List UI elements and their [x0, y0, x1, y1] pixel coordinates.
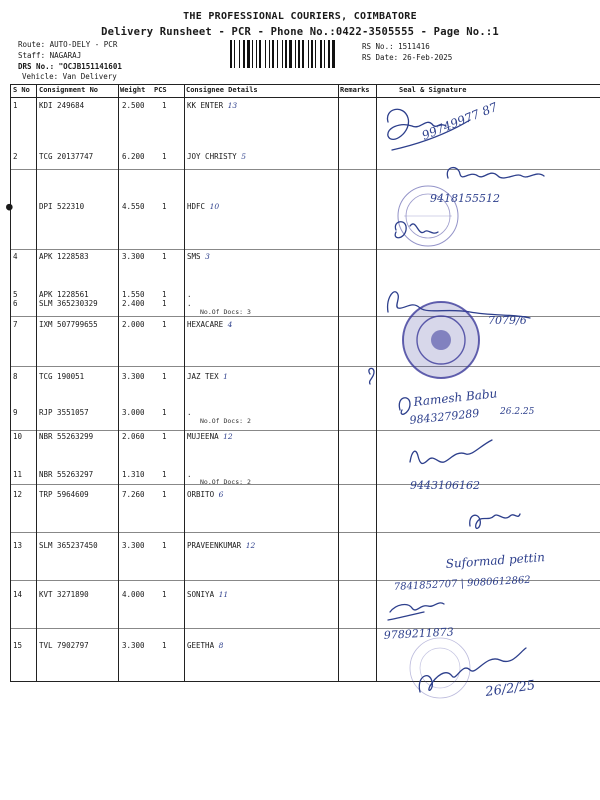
consignee-name: ORBITO [187, 490, 215, 499]
consignee-name: GEETHA [187, 641, 215, 650]
row-pcs: 1 [162, 299, 167, 308]
row-sno: 1 [13, 101, 18, 110]
row-weight: 3.300 [122, 641, 145, 650]
row-pcs: 1 [162, 252, 167, 261]
handwritten-mark: 3 [205, 252, 210, 261]
stamp-center [431, 330, 451, 350]
row-sno: 5 [13, 290, 18, 299]
consignee-name: SONIYA [187, 590, 215, 599]
staff-label: Staff: [18, 51, 46, 60]
stamp-inner-ring [420, 648, 460, 688]
handwritten-mark: 8 [218, 641, 224, 650]
row-weight: 3.300 [122, 541, 145, 550]
handwritten-phone: 9789211873 [383, 625, 455, 642]
row-consignee: . [187, 290, 192, 299]
row-weight: 7.260 [122, 490, 145, 499]
row-consignment: KDI 249684 [39, 101, 85, 110]
consignee-name: MUJEENA [187, 432, 219, 441]
handwritten-name: Ramesh Babu [412, 386, 498, 409]
row-sno: 10 [13, 432, 23, 441]
company-stamp-hexacare [403, 302, 479, 378]
signature-row14-flourish [388, 612, 424, 620]
row-weight: 3.000 [122, 408, 145, 417]
handwritten-mark: 13 [227, 101, 238, 110]
row-pcs: 1 [162, 290, 167, 299]
row-consignment: IXM 507799655 [39, 320, 98, 329]
handwritten-mark: 6 [218, 490, 224, 499]
signature-row9 [399, 398, 410, 415]
row-consignment: NBR 55263299 [39, 432, 94, 441]
docs-count: No.Of Docs: 2 [200, 478, 251, 486]
row-pcs: 1 [162, 590, 167, 599]
row-consignee: . [187, 408, 192, 417]
docs-count: No.Of Docs: 3 [200, 308, 251, 316]
rs-date-value: 26-Feb-2025 [402, 53, 453, 62]
handwritten-phone: 99749977 87 [419, 99, 500, 143]
docs-count: No.Of Docs: 2 [200, 417, 251, 425]
row-pcs: 1 [162, 202, 167, 211]
row-sno: 4 [13, 252, 18, 261]
rs-no-value: 1511416 [398, 42, 430, 51]
row-weight: 3.300 [122, 252, 145, 261]
row-consignment: TCG 190051 [39, 372, 85, 381]
handwritten-mark: 10 [209, 202, 220, 211]
signature-row2 [447, 168, 544, 178]
handwritten-name: Suformad pettin [445, 550, 546, 571]
row-pcs: 1 [162, 641, 167, 650]
staff-value: NAGARAJ [49, 51, 82, 60]
col-header-seal: Seal & Signature [399, 86, 467, 94]
row-sno: 8 [13, 372, 18, 381]
row-consignment: SLM 365237450 [39, 541, 98, 550]
drs-label: DRS No.: [18, 62, 55, 71]
signature-row8 [369, 368, 374, 384]
row-pcs: 1 [162, 320, 167, 329]
row-consignee: . [187, 299, 192, 308]
row-weight: 2.000 [122, 320, 145, 329]
handwritten-phone: 9443106162 [410, 479, 480, 492]
row-weight: 6.200 [122, 152, 145, 161]
row-sno: 11 [13, 470, 23, 479]
handwritten-mark: 1 [223, 372, 228, 381]
row-sno: 7 [13, 320, 18, 329]
handwritten-date: 26.2.25 [500, 407, 535, 417]
row-sno: 14 [13, 590, 23, 599]
row-weight: 3.300 [122, 372, 145, 381]
row-consignment: TCG 20137747 [39, 152, 94, 161]
row-consignment: NBR 55263297 [39, 470, 94, 479]
row-weight: 1.310 [122, 470, 145, 479]
handwritten-date: 26/2/25 [484, 678, 537, 700]
row-consignee: . [187, 470, 192, 479]
row-sno: 13 [13, 541, 23, 550]
row-bullet: ● [6, 200, 13, 213]
col-header-consignee: Consignee Details [186, 86, 258, 94]
row-weight: 4.000 [122, 590, 145, 599]
col-header-pcs: PCS [154, 86, 167, 94]
row-pcs: 1 [162, 432, 167, 441]
row-weight: 4.550 [122, 202, 145, 211]
row-sno: 12 [13, 490, 23, 499]
consignee-name: HEXACARE [187, 320, 224, 329]
row-weight: 2.400 [122, 299, 145, 308]
row-consignment: TRP 5964609 [39, 490, 89, 499]
vehicle-label: Vehicle: [22, 72, 59, 81]
row-sno: 6 [13, 299, 18, 308]
handwritten-mark: 12 [245, 541, 256, 550]
row-pcs: 1 [162, 152, 167, 161]
handwritten-phone: 9418155512 [430, 192, 500, 205]
row-pcs: 1 [162, 408, 167, 417]
consignee-name: JOY CHRISTY [187, 152, 237, 161]
consignee-name: HDFC [187, 202, 206, 211]
col-header-remarks: Remarks [340, 86, 370, 94]
consignee-name: JAZ TEX [187, 372, 219, 381]
handwritten-phone: 7841852707 | 9080612862 [393, 574, 531, 593]
row-sno: 9 [13, 408, 18, 417]
row-consignment: APK 1228583 [39, 252, 89, 261]
rs-date-label: RS Date: [362, 53, 399, 62]
row-consignment: APK 1228561 [39, 290, 89, 299]
row-pcs: 1 [162, 541, 167, 550]
handwritten-mark: 11 [218, 590, 229, 599]
route-value: AUTO-DELY - PCR [49, 40, 118, 49]
col-header-sno: S No [13, 86, 30, 94]
row-weight: 2.060 [122, 432, 145, 441]
row-weight: 1.550 [122, 290, 145, 299]
runsheet-subtitle: Delivery Runsheet - PCR - Phone No.:0422-3505555 - Page No.:1 [101, 26, 499, 38]
company-title: THE PROFESSIONAL COURIERS, COIMBATORE [183, 11, 417, 22]
handwritten-date: 7079/6 [488, 314, 527, 327]
row-pcs: 1 [162, 490, 167, 499]
row-pcs: 1 [162, 101, 167, 110]
row-consignment: SLM 365230329 [39, 299, 98, 308]
consignee-name: SMS [187, 252, 201, 261]
row-consignment: KVT 3271890 [39, 590, 89, 599]
handwritten-mark: 4 [227, 320, 233, 329]
signature-row10 [410, 440, 492, 463]
consignee-name: PRAVEENKUMAR [187, 541, 242, 550]
row-sno: 15 [13, 641, 23, 650]
handwritten-phone: 9843279289 [408, 406, 480, 427]
col-header-weight: Weight [120, 86, 146, 94]
signature-row12 [470, 514, 520, 528]
row-pcs: 1 [162, 470, 167, 479]
drs-value: "OCJB151141601 [58, 62, 122, 71]
rs-no-label: RS No.: [362, 42, 394, 51]
vehicle-value: Van Delivery [62, 72, 117, 81]
row-sno: 2 [13, 152, 18, 161]
row-consignment: RJP 3551057 [39, 408, 89, 417]
row-pcs: 1 [162, 372, 167, 381]
handwritten-mark: 12 [223, 432, 233, 441]
signature-row14 [390, 603, 444, 612]
handwritten-mark: 5 [241, 152, 246, 161]
row-weight: 2.500 [122, 101, 145, 110]
route-label: Route: [18, 40, 46, 49]
col-header-consignment: Consignment No [39, 86, 99, 94]
consignee-name: KK ENTER [187, 101, 224, 110]
row-consignment: TVL 7902797 [39, 641, 89, 650]
row-consignment: DPI 522310 [39, 202, 85, 211]
